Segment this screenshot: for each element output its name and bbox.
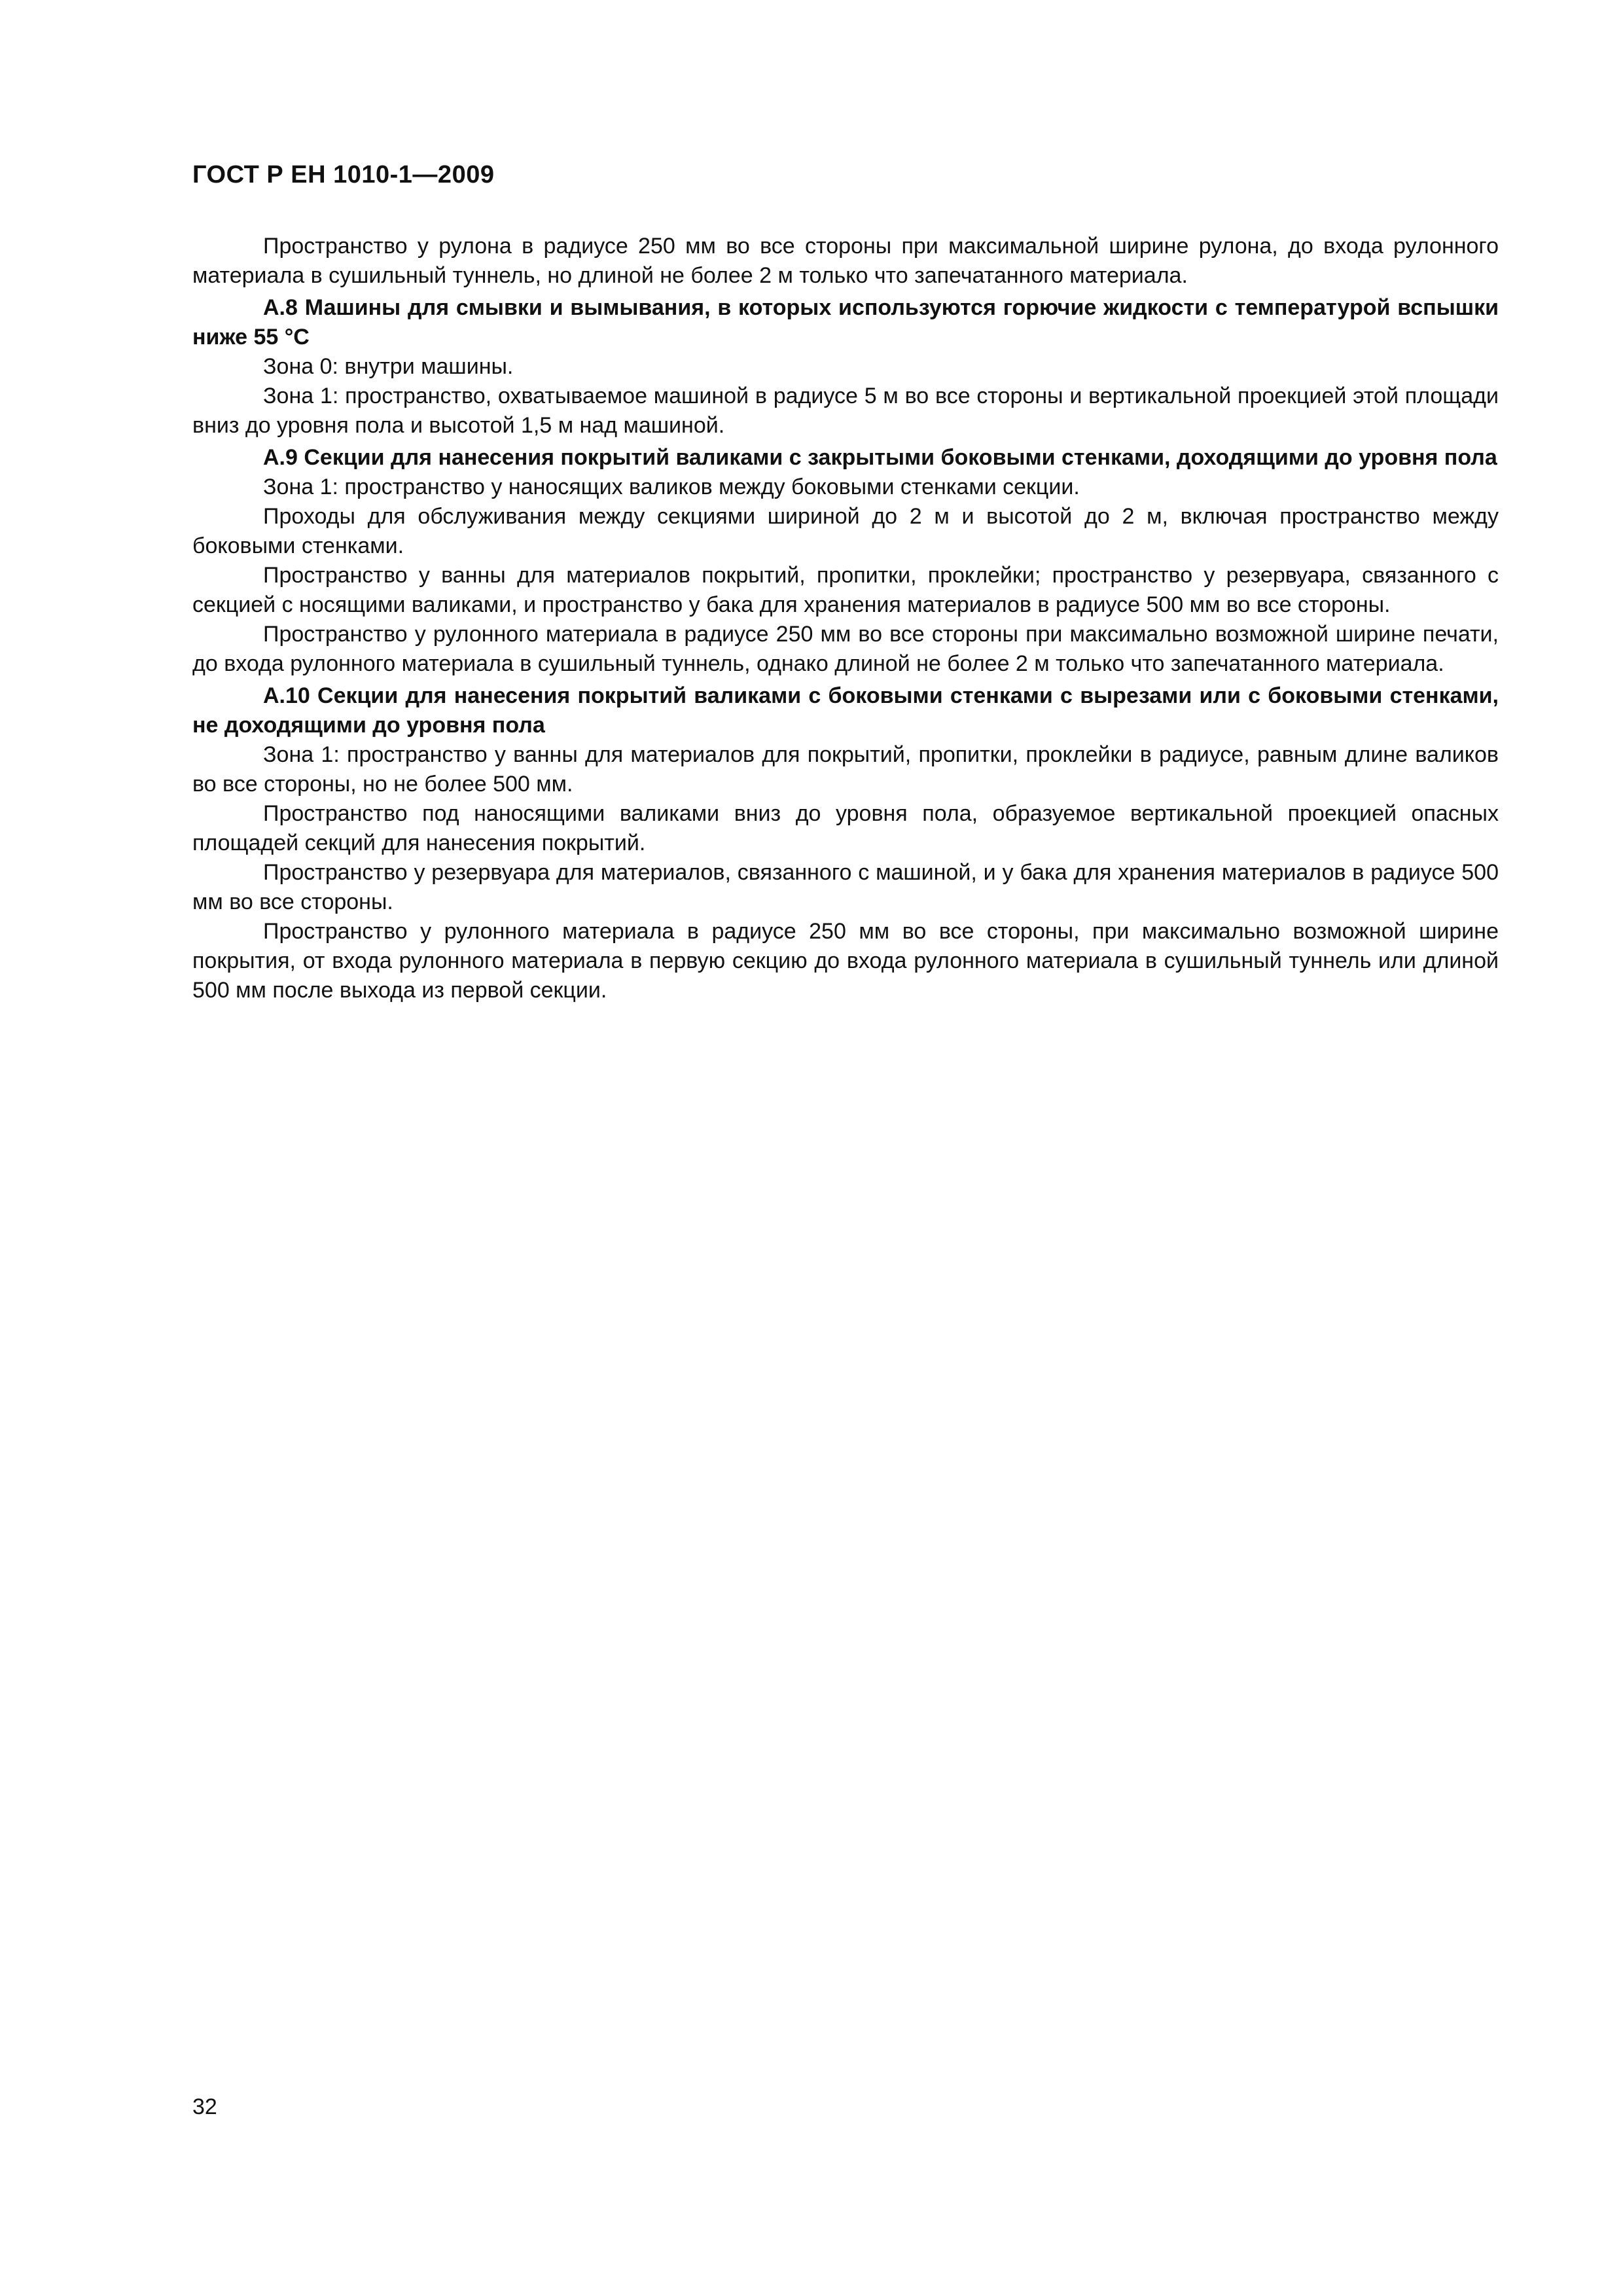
section-heading-a10: А.10 Секции для нанесения покрытий валиками с боковыми стенками с вырезами или с боковыми стенками, не доходящими до уровня пола — [192, 683, 1499, 738]
paragraph: Пространство у рулонного материала в радиусе 250 мм во все стороны, при максимально возможной ширине покрытия, от входа рулонного материала в первую секцию до входа рулонного материала в сушильный туннель или длиной 500 мм после выхода из первой секции. — [192, 919, 1499, 1003]
paragraph: Пространство у резервуара для материалов, связанного с машиной, и у бака для хранения материалов в радиусе 500 мм во все стороны. — [192, 860, 1499, 914]
document-code-header: ГОСТ Р ЕН 1010-1—2009 — [192, 161, 495, 188]
paragraph: Зона 1: пространство, охватываемое машиной в радиусе 5 м во все стороны и вертикальной проекцией этой площади вниз до уровня пола и высотой 1,5 м над машиной. — [192, 384, 1499, 438]
page-number: 32 — [192, 2094, 217, 2119]
paragraph: Зона 0: внутри машины. — [263, 354, 514, 379]
paragraph: Проходы для обслуживания между секциями шириной до 2 м и высотой до 2 м, включая пространство между боковыми стенками. — [192, 504, 1499, 558]
paragraph: Пространство у рулона в радиусе 250 мм во все стороны при максимальной ширине рулона, до входа рулонного материала в сушильный туннель, но длиной не более 2 м только что запечатанного материала. — [192, 234, 1499, 288]
section-heading-a9: А.9 Секции для нанесения покрытий валиками с закрытыми боковыми стенками, доходящими до уровня пола — [263, 445, 1497, 470]
section-heading-a8: А.8 Машины для смывки и вымывания, в которых используются горючие жидкости с температурой вспышки ниже 55 °С — [192, 295, 1499, 350]
paragraph: Зона 1: пространство у ванны для материалов для покрытий, пропитки, проклейки в радиусе, равным длине валиков во все стороны, но не более 500 мм. — [192, 742, 1499, 797]
paragraph: Пространство у ванны для материалов покрытий, пропитки, проклейки; пространство у резервуара, связанного с секцией с носящими валиками, и пространство у бака для хранения материалов в радиусе 500 мм во все стороны. — [192, 563, 1499, 617]
document-body — [192, 232, 1499, 1005]
paragraph: Пространство под наносящими валиками вниз до уровня пола, образуемое вертикальной проекцией опасных площадей секций для нанесения покрытий. — [192, 801, 1499, 855]
paragraph: Зона 1: пространство у наносящих валиков между боковыми стенками секции. — [263, 475, 1080, 499]
paragraph: Пространство у рулонного материала в радиусе 250 мм во все стороны при максимально возможной ширине печати, до входа рулонного материала в сушильный туннель, однако длиной не более 2 м только что запечатанного материала. — [192, 622, 1499, 676]
